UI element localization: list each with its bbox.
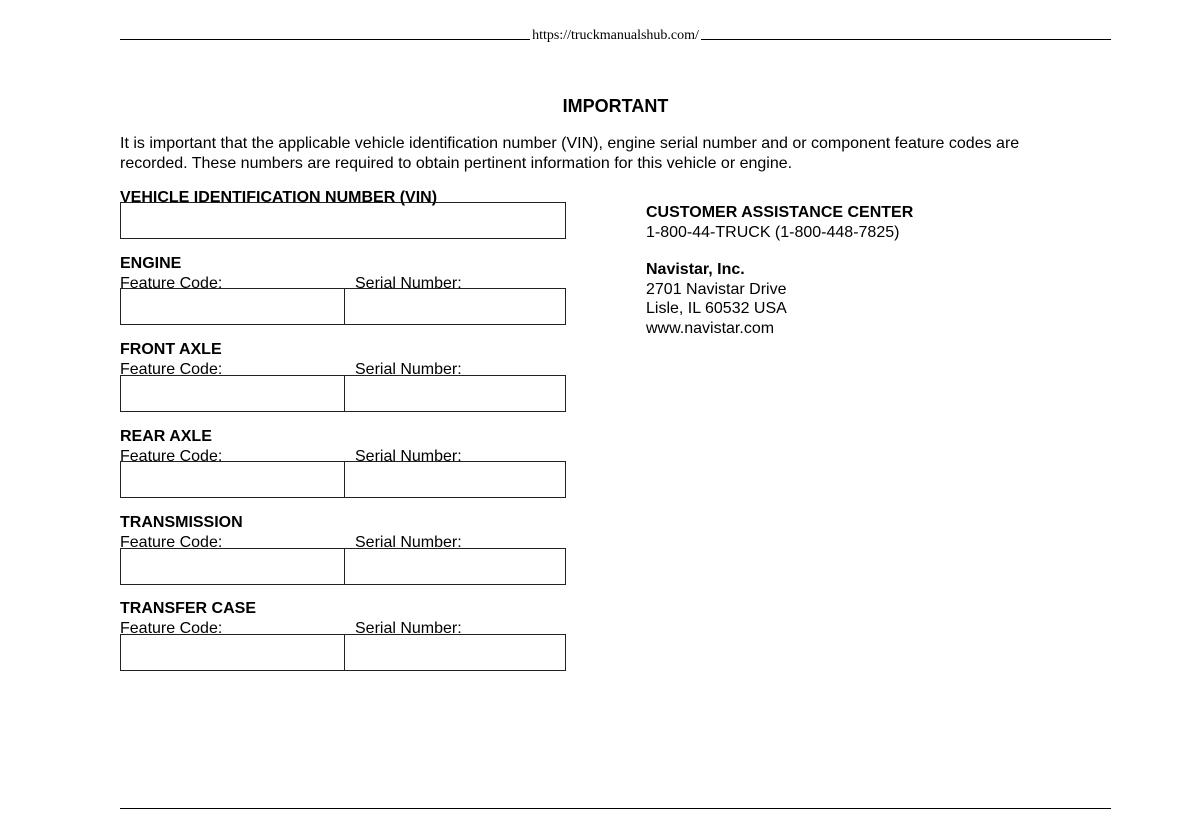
vin-label: VEHICLE IDENTIFICATION NUMBER (VIN) xyxy=(120,189,438,206)
contact-heading: CUSTOMER ASSISTANCE CENTER xyxy=(646,204,914,221)
section-heading-rear-axle: REAR AXLE xyxy=(120,428,212,445)
section-heading-transfer-case: TRANSFER CASE xyxy=(120,600,257,617)
front-axle-feature-code-field[interactable] xyxy=(120,375,345,412)
engine-feature-code-field[interactable] xyxy=(120,288,345,325)
transfer-case-feature-code-field[interactable] xyxy=(120,634,345,671)
feature-code-label: Feature Code: xyxy=(120,534,223,551)
feature-code-label: Feature Code: xyxy=(120,361,223,378)
rear-axle-serial-number-field[interactable] xyxy=(344,461,566,498)
feature-code-label: Feature Code: xyxy=(120,448,223,465)
address-line-2: Lisle, IL 60532 USA xyxy=(646,300,787,317)
transmission-feature-code-field[interactable] xyxy=(120,548,345,585)
feature-code-label: Feature Code: xyxy=(120,275,223,292)
engine-serial-number-field[interactable] xyxy=(344,288,566,325)
company-website[interactable]: www.navistar.com xyxy=(646,320,775,337)
feature-code-label: Feature Code: xyxy=(120,620,223,637)
vin-field[interactable] xyxy=(120,202,566,239)
section-heading-engine: ENGINE xyxy=(120,255,182,272)
serial-number-label: Serial Number: xyxy=(355,534,462,551)
serial-number-label: Serial Number: xyxy=(355,620,462,637)
front-axle-serial-number-field[interactable] xyxy=(344,375,566,412)
section-heading-transmission: TRANSMISSION xyxy=(120,514,243,531)
transmission-serial-number-field[interactable] xyxy=(344,548,566,585)
company-name: Navistar, Inc. xyxy=(646,261,745,278)
page-title: IMPORTANT xyxy=(562,96,669,116)
address-line-1: 2701 Navistar Drive xyxy=(646,281,787,298)
bottom-rule xyxy=(120,808,1111,809)
section-heading-front-axle: FRONT AXLE xyxy=(120,341,222,358)
contact-phone: 1-800-44-TRUCK (1-800-448-7825) xyxy=(646,224,900,241)
rear-axle-feature-code-field[interactable] xyxy=(120,461,345,498)
transfer-case-serial-number-field[interactable] xyxy=(344,634,566,671)
serial-number-label: Serial Number: xyxy=(355,361,462,378)
header-url[interactable]: https://truckmanualshub.com/ xyxy=(532,28,699,43)
serial-number-label: Serial Number: xyxy=(355,275,462,292)
intro-paragraph: It is important that the applicable vehicle identification number (VIN), engine serial number and or component feature codes are recorded. These numbers are required to obtain pertinent information for this vehicle or engine. xyxy=(120,135,1020,172)
serial-number-label: Serial Number: xyxy=(355,448,462,465)
